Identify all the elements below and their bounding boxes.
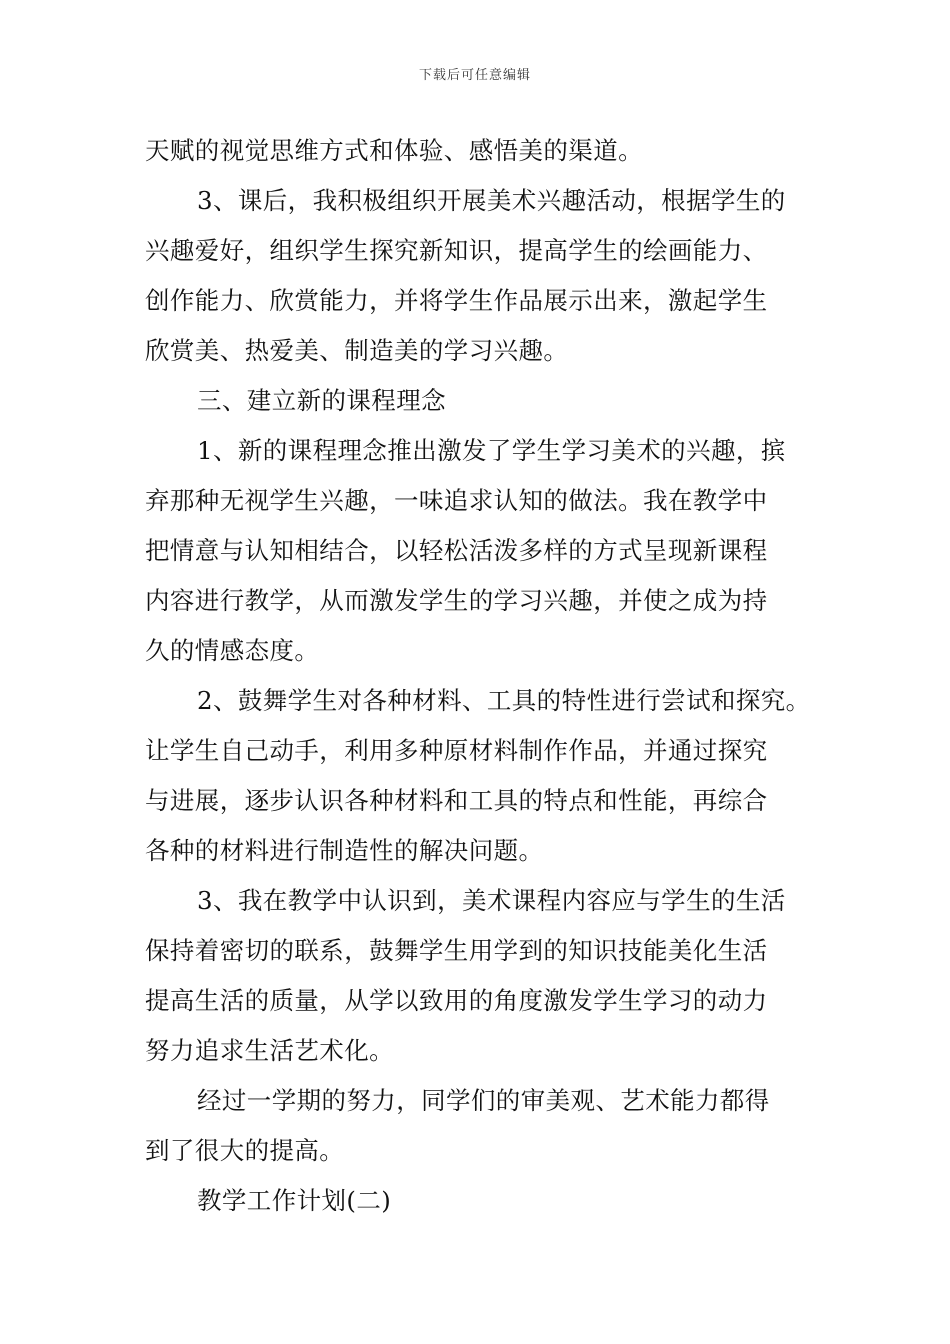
text-line: 与进展，逐步认识各种材料和工具的特点和性能，再综合	[145, 786, 768, 815]
text-line: 弃那种无视学生兴趣，一味追求认知的做法。我在教学中	[145, 486, 768, 515]
text-line: 把情意与认知相结合，以轻松活泼多样的方式呈现新课程	[145, 536, 768, 565]
text-line: 努力追求生活艺术化。	[145, 1036, 394, 1065]
text-line: 到了很大的提高。	[145, 1136, 345, 1165]
text-line: 保持着密切的联系，鼓舞学生用学到的知识技能美化生活	[145, 936, 768, 965]
section-heading: 教学工作计划(二)	[197, 1186, 392, 1215]
text-line: 经过一学期的努力，同学们的审美观、艺术能力都得	[197, 1086, 770, 1115]
text-line: 让学生自己动手，利用多种原材料制作作品，并通过探究	[145, 736, 768, 765]
text-line: 2、鼓舞学生对各种材料、工具的特性进行尝试和探究。	[197, 686, 811, 715]
text-line: 内容进行教学，从而激发学生的学习兴趣，并使之成为持	[145, 586, 768, 615]
document-body	[145, 126, 810, 1226]
text-line: 各种的材料进行制造性的解决问题。	[145, 836, 544, 865]
text-line: 兴趣爱好，组织学生探究新知识，提高学生的绘画能力、	[145, 236, 768, 265]
text-line: 提高生活的质量，从学以致用的角度激发学生学习的动力	[145, 986, 768, 1015]
text-line: 天赋的视觉思维方式和体验、感悟美的渠道。	[145, 136, 643, 165]
section-heading: 三、建立新的课程理念	[197, 386, 446, 415]
page-header: 下载后可任意编辑	[418, 68, 531, 83]
text-line: 创作能力、欣赏能力，并将学生作品展示出来，激起学生	[145, 286, 768, 315]
text-line: 1、新的课程理念推出激发了学生学习美术的兴趣，摈	[197, 436, 786, 465]
text-line: 欣赏美、热爱美、制造美的学习兴趣。	[145, 336, 569, 365]
text-line: 久的情感态度。	[145, 636, 320, 665]
text-line: 3、课后，我积极组织开展美术兴趣活动，根据学生的	[197, 186, 786, 215]
text-line: 3、我在教学中认识到，美术课程内容应与学生的生活	[197, 886, 786, 915]
